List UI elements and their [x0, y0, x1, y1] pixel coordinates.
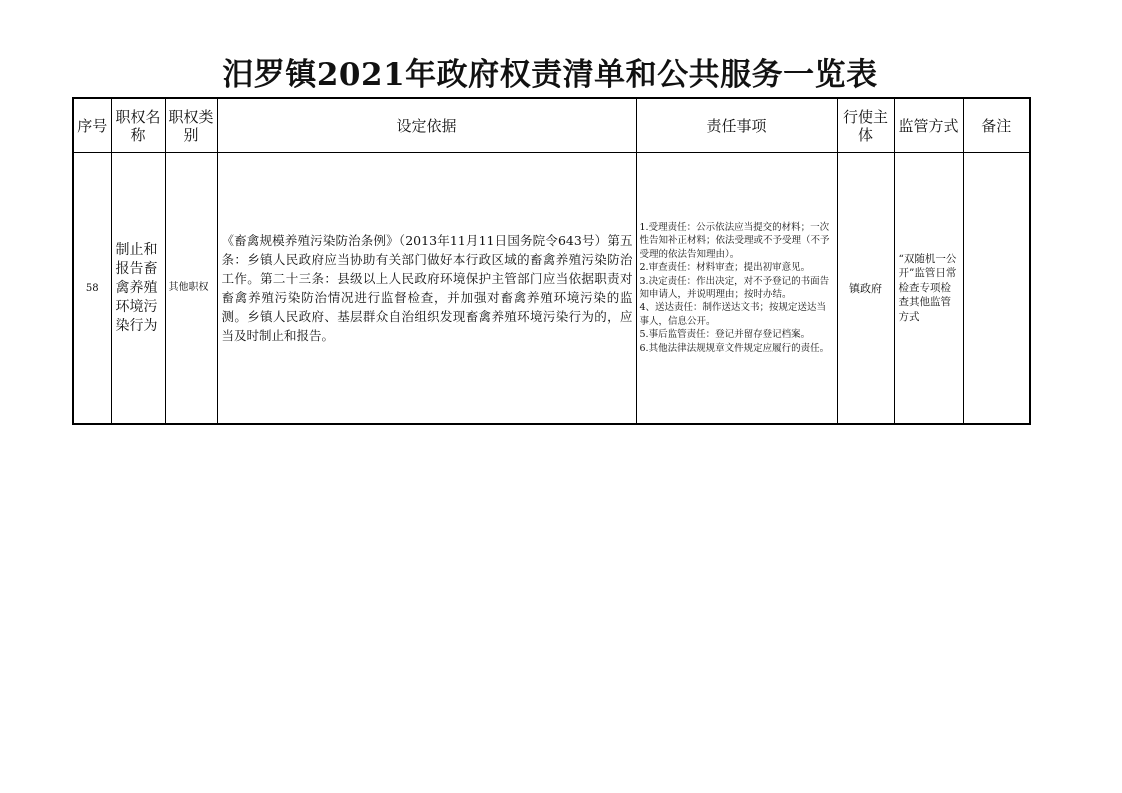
duty-list	[636, 153, 837, 425]
header-cell-remark: 备注	[963, 98, 1030, 153]
header-cell-supervision: 监管方式	[894, 98, 963, 153]
duty-item: 4、送达责任：制作送达文书；按规定送达当事人，信息公开。	[639, 302, 827, 327]
supervision-method: “双随机一公开”监管日常检查专项检查其他监管方式	[894, 153, 963, 425]
header-cell-duties: 责任事项	[636, 98, 837, 153]
duty-item: 3.决定责任：作出决定，对不予登记的书面告知申请人，并说明理由；按时办结。	[639, 275, 830, 300]
header-cell-name: 职权名称	[111, 98, 165, 153]
duty-item: 6.其他法律法规规章文件规定应履行的责任。	[639, 342, 830, 354]
duty-item: 5.事后监管责任：登记并留存登记档案。	[639, 329, 811, 341]
power-category: 其他职权	[165, 153, 217, 425]
table-row	[73, 153, 1030, 425]
header-cell-basis: 设定依据	[217, 98, 636, 153]
duty-item: 2.审查责任：材料审查；提出初审意见。	[639, 262, 811, 274]
row-number: 58	[73, 153, 111, 425]
power-name: 制止和报告畜禽养殖环境污染行为	[111, 153, 165, 425]
table-header-row	[73, 98, 1030, 153]
duty-item: 1.受理责任：公示依法应当提交的材料；一次性告知补正材料；依法受理或不予受理（不予受理的依法告知理由）。	[639, 221, 830, 260]
responsibility-table	[72, 97, 1031, 425]
header-cell-subject: 行使主体	[837, 98, 894, 153]
legal-basis: 《畜禽规模养殖污染防治条例》（2013年11月11日国务院令643号）第五条：乡镇人民政府应当协助有关部门做好本行政区域的畜禽养殖污染防治工作。第二十三条：县级以上人民政府环境保护主管部门应当依据职责对畜禽养殖污染防治情况进行监督检查，并加强对畜禽养殖环境污染的监测。乡镇人民政府、基层群众自治组织发现畜禽养殖环境污染行为的，应当及时制止和报告。	[217, 153, 636, 425]
header-cell-category: 职权类别	[165, 98, 217, 153]
remark-cell	[963, 153, 1030, 425]
header-cell-no: 序号	[73, 98, 111, 153]
executing-body: 镇政府	[837, 153, 894, 425]
page-title: 汨罗镇2021年政府权责清单和公共服务一览表	[222, 57, 878, 93]
